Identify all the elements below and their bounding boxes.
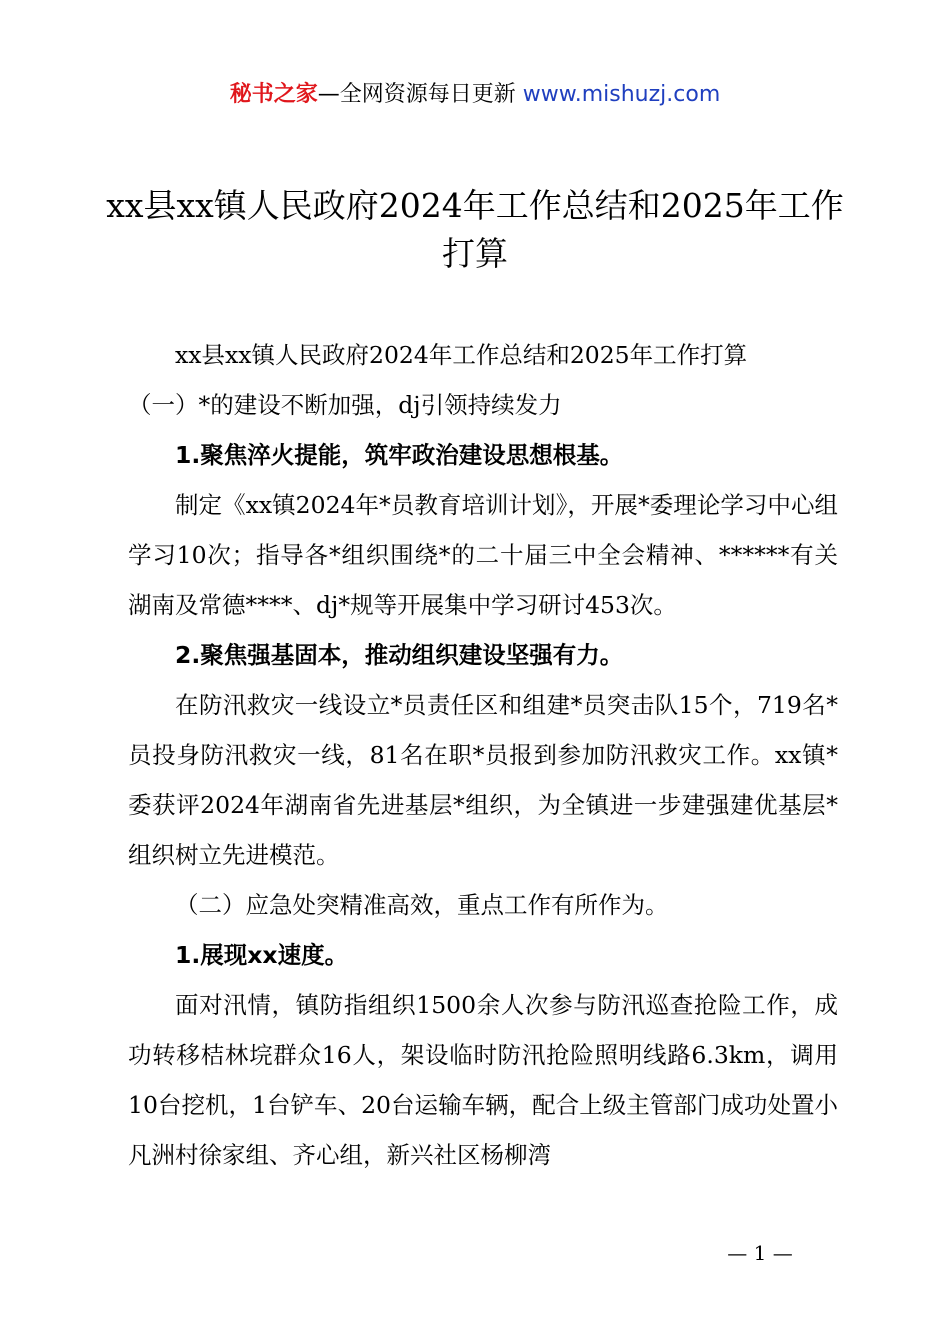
page-number: — 1 — xyxy=(727,1241,793,1265)
section-heading-2: （二）应急处突精准高效，重点工作有所作为。 xyxy=(175,891,669,919)
site-url-link[interactable]: www.mishuzj.com xyxy=(522,82,721,107)
document-body xyxy=(128,330,838,1180)
subsection-heading-1-2: 2.聚焦强基固本，推动组织建设坚强有力。 xyxy=(175,641,624,669)
document-title: xx县xx镇人民政府2024年工作总结和2025年工作打算 xyxy=(106,186,844,273)
body-paragraph: 制定《xx镇2024年*员教育培训计划》，开展*委理论学习中心组学习10次；指导各*组织围绕*的二十届三中全会精神、******有关湖南及常德****、dj*规等开展集中学习研讨453次。 xyxy=(128,491,838,619)
section-heading-1: （一）*的建设不断加强，dj引领持续发力 xyxy=(128,391,562,419)
subsection-heading-1-1: 1.聚焦淬火提能，筑牢政治建设思想根基。 xyxy=(175,441,624,469)
site-brand: 秘书之家 xyxy=(229,82,318,107)
site-header xyxy=(0,80,950,110)
subsection-heading-2-1: 1.展现xx速度。 xyxy=(175,941,349,969)
header-dash: — xyxy=(317,82,340,107)
body-paragraph: 面对汛情，镇防指组织1500余人次参与防汛巡查抢险工作，成功转移桔林垸群众16人，架设临时防汛抢险照明线路6.3km，调用10台挖机，1台铲车、20台运输车辆，配合上级主管部门成功处置小凡洲村徐家组、齐心组，新兴社区杨柳湾 xyxy=(128,991,838,1169)
body-paragraph: 在防汛救灾一线设立*员责任区和组建*员突击队15个，719名*员投身防汛救灾一线，81名在职*员报到参加防汛救灾工作。xx镇*委获评2024年湖南省先进基层*组织，为全镇进一步建强建优基层*组织树立先进模范。 xyxy=(128,691,838,869)
body-paragraph-intro: xx县xx镇人民政府2024年工作总结和2025年工作打算 xyxy=(175,341,748,369)
site-tagline: 全网资源每日更新 xyxy=(339,82,516,107)
